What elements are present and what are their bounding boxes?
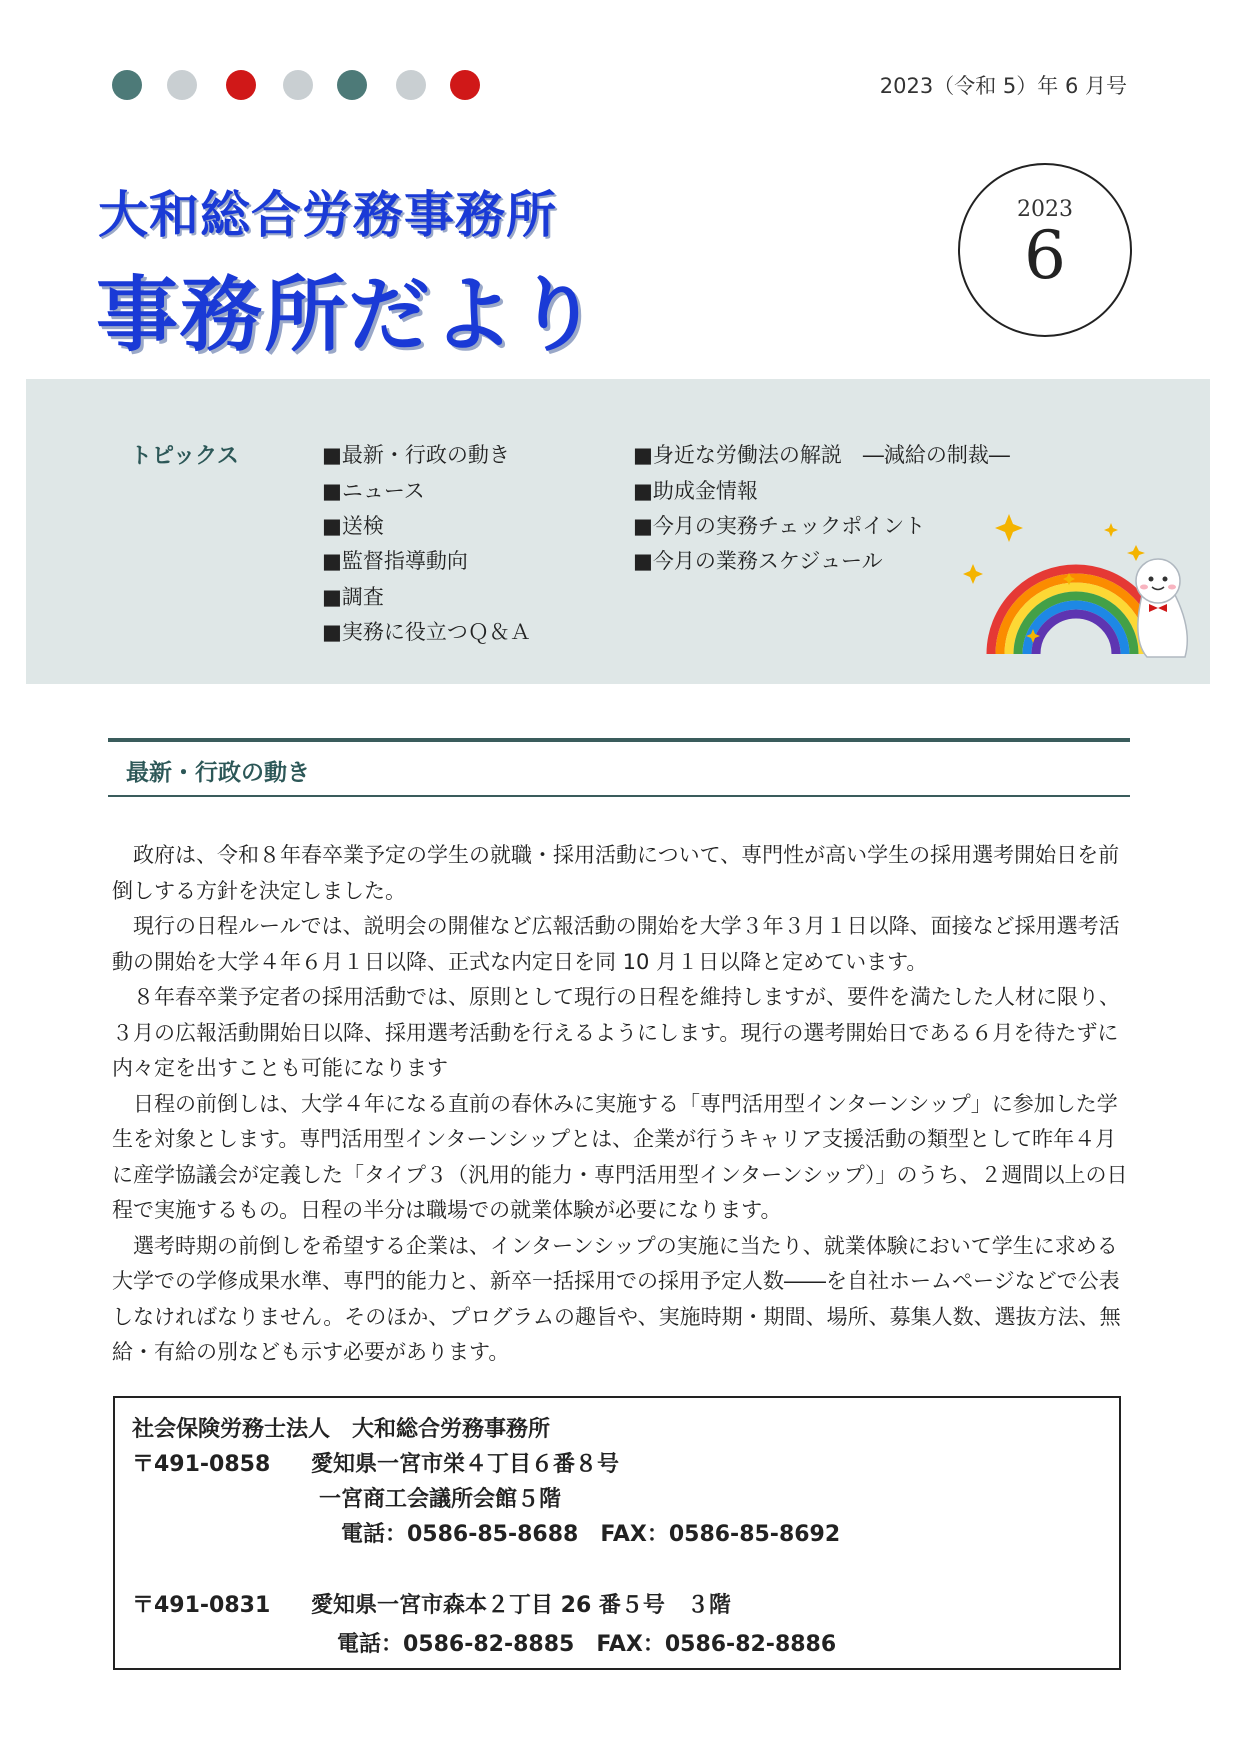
topic-item: ■最新・行政の動き <box>322 443 510 467</box>
topic-item: ■ニュース <box>322 479 425 503</box>
topic-item: ■助成金情報 <box>633 479 758 503</box>
decor-dot-6 <box>396 70 426 100</box>
newsletter-title: 事務所だより <box>96 268 601 363</box>
badge-month: 6 <box>1024 217 1066 294</box>
issue-date: 2023（令和 5）年 6 月号 <box>879 74 1127 98</box>
contact-info-box <box>113 1396 1121 1670</box>
office2-postal-code: 〒491-0831 <box>132 1593 271 1618</box>
topic-item: ■身近な労働法の解説 ―減給の制裁― <box>633 443 1010 467</box>
office1-postal-code: 〒491-0858 <box>132 1452 271 1477</box>
company-name: 社会保険労務士法人 大和総合労務事務所 <box>132 1417 551 1442</box>
topic-item: ■調査 <box>322 585 384 609</box>
article-paragraph: 現行の日程ルールでは、説明会の開催など広報活動の開始を大学３年３月１日以降、面接など採用選考活動の開始を大学４年６月１日以降、正式な内定日を同 10 月１日以降と定めています。 <box>112 914 1120 974</box>
article-paragraph: 政府は、令和８年春卒業予定の学生の就職・採用活動について、専門性が高い学生の採用選考開始日を前倒しする方針を決定しました。 <box>112 843 1120 903</box>
rainbow-illustration <box>961 509 1201 659</box>
org-name-title: 大和総合労務事務所 <box>98 186 557 244</box>
office1-building: 一宮商工会議所会館５階 <box>319 1487 562 1512</box>
decor-dot-4 <box>283 70 313 100</box>
office2-phone-fax: 電話：0586-82-8885 FAX：0586-82-8886 <box>337 1632 837 1657</box>
decor-dot-7 <box>450 70 480 100</box>
teru-teru-bozu-icon <box>1136 559 1187 657</box>
article-paragraph: 選考時期の前倒しを希望する企業は、インターンシップの実施に当たり、就業体験において学生に求める大学での学修成果水準、専門的能力と、新卒一括採用での採用予定人数――を自社ホームページなどで公表しなければなりません。そのほか、プログラムの趣旨や、実施時期・期間、場所、募集人数、選抜方法、無給・有給の別なども示す必要があります。 <box>112 1233 1121 1364</box>
article-body <box>112 838 1130 1371</box>
section-heading: 最新・行政の動き <box>126 760 310 786</box>
topic-item: ■監督指導動向 <box>322 549 468 573</box>
topics-panel <box>26 379 1210 684</box>
decor-dot-2 <box>167 70 197 100</box>
office2-address: 愛知県一宮市森本２丁目 26 番５号 ３階 <box>311 1593 731 1618</box>
article-paragraph: 日程の前倒しは、大学４年になる直前の春休みに実施する「専門活用型インターンシップ」に参加した学生を対象とします。専門活用型インターンシップとは、企業が行うキャリア支援活動の類型として昨年４月に産学協議会が定義した「タイプ３（汎用的能力・専門活用型インターンシップ）」のうち、２週間以上の日程で実施するもの。日程の半分は職場での就業体験が必要になります。 <box>112 1091 1128 1222</box>
article-paragraph: ８年春卒業予定者の採用活動では、原則として現行の日程を維持しますが、要件を満たした人材に限り、３月の広報活動開始日以降、採用選考活動を行えるようにします。現行の選考開始日である６月を待たずに内々定を出すことも可能になります <box>112 985 1120 1080</box>
topic-item: ■実務に役立つＱ＆Ａ <box>322 620 531 644</box>
office1-address: 愛知県一宮市栄４丁目６番８号 <box>311 1452 620 1477</box>
topic-item: ■送検 <box>322 514 384 538</box>
office1-phone-fax: 電話：0586-85-8688 FAX：0586-85-8692 <box>341 1522 841 1547</box>
topics-label: トピックス <box>130 444 239 469</box>
topic-item: ■今月の実務チェックポイント <box>633 514 926 538</box>
issue-badge <box>958 163 1132 337</box>
decor-dot-5 <box>337 70 367 100</box>
badge-year: 2023 <box>1017 197 1073 222</box>
decor-dot-3 <box>226 70 256 100</box>
section-divider-bottom <box>108 795 1130 797</box>
topic-item: ■今月の業務スケジュール <box>633 549 883 573</box>
decor-dot-1 <box>112 70 142 100</box>
section-divider-top <box>108 738 1130 742</box>
